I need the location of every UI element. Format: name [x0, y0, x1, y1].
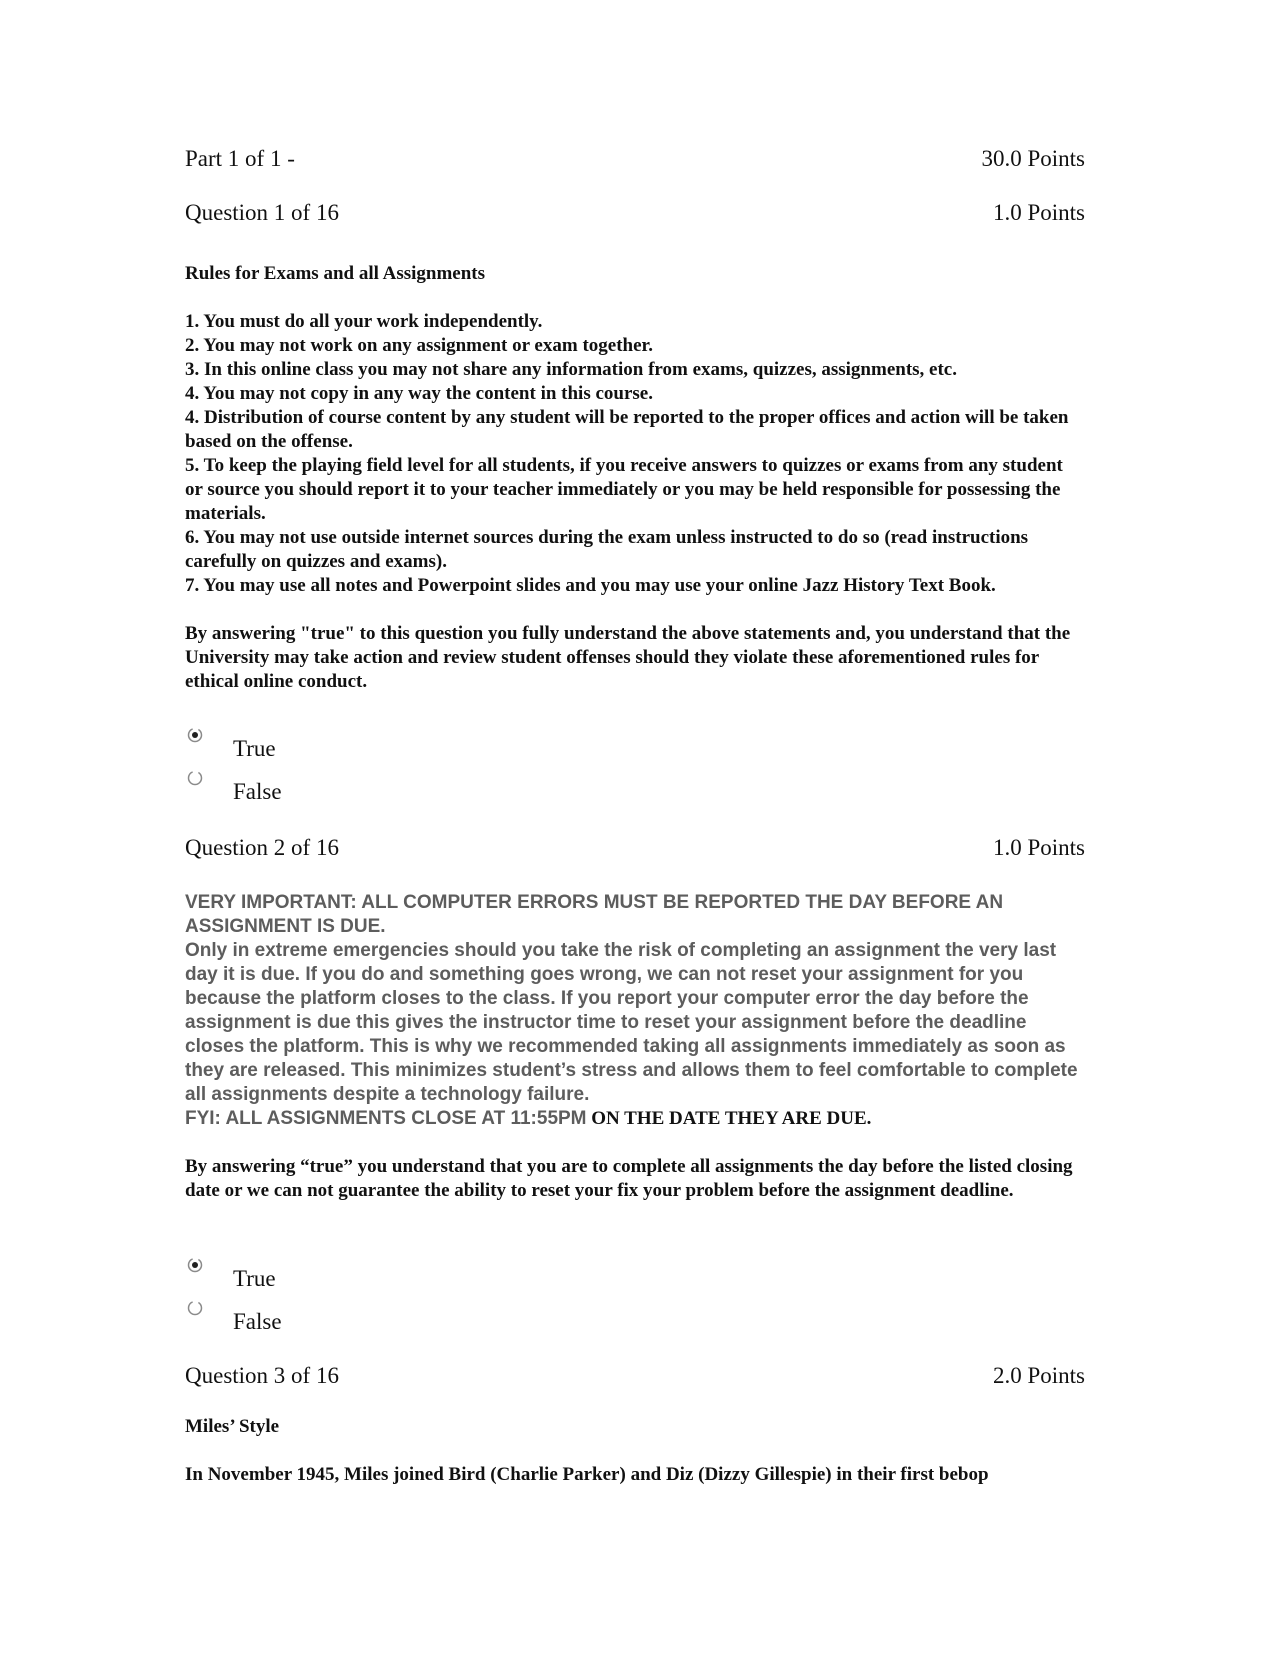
- question-2-label: Question 2 of 16: [185, 835, 339, 860]
- part-points: 30.0 Points: [981, 146, 1085, 171]
- option-label: False: [233, 779, 282, 804]
- rule-item: 1. You must do all your work independently.: [185, 311, 543, 332]
- question-1-points: 1.0 Points: [992, 200, 1085, 225]
- option-label: True: [233, 736, 276, 761]
- rule-item: 2. You may not work on any assignment or exam together.: [185, 335, 653, 356]
- question-2-statement: By answering “true” you understand that you are to complete all assignments the day before the listed closing date or we can not guarantee the ability to reset your fix your problem before the assignment deadline.: [185, 1156, 1073, 1201]
- question-3-header: [185, 1362, 1085, 1390]
- fyi-text: FYI: ALL ASSIGNMENTS CLOSE AT 11:55PM: [185, 1108, 587, 1129]
- question-1-header: [185, 199, 1085, 227]
- question-3-title: Miles’ Style: [185, 1416, 280, 1437]
- question-3-text: In November 1945, Miles joined Bird (Charlie Parker) and Diz (Dizzy Gillespie) in their first bebop: [185, 1464, 989, 1485]
- rule-item: 3. In this online class you may not share any information from exams, quizzes, assignments, etc.: [185, 359, 957, 380]
- radio-button-icon[interactable]: [187, 727, 203, 743]
- question-1-title: Rules for Exams and all Assignments: [185, 263, 486, 284]
- fyi-line: [185, 1107, 1085, 1131]
- radio-button-icon[interactable]: [187, 1257, 203, 1273]
- question-2-points: 1.0 Points: [992, 835, 1085, 860]
- question-1-label: Question 1 of 16: [185, 200, 339, 225]
- rule-item: 7. You may use all notes and Powerpoint slides and you may use your online Jazz History Text Book.: [185, 575, 996, 596]
- radio-button-icon[interactable]: [187, 770, 203, 786]
- rule-item: 4. Distribution of course content by any student will be reported to the proper offices and action will be taken based on the offense.: [185, 407, 1069, 452]
- question-3-label: Question 3 of 16: [185, 1363, 339, 1388]
- rule-item: 6. You may not use outside internet sources during the exam unless instructed to do so (read instructions carefully on quizzes and exams).: [185, 527, 1029, 572]
- option-label: True: [233, 1266, 276, 1291]
- option-label: False: [233, 1309, 282, 1334]
- rule-item: 4. You may not copy in any way the content in this course.: [185, 383, 653, 404]
- rule-item: 5. To keep the playing field level for all students, if you receive answers to quizzes or exams from any student or source you should report it to your teacher immediately or you may be held responsible for possessing the materials.: [185, 455, 1063, 524]
- part-header: [185, 145, 1085, 173]
- question-1-rules: [185, 310, 1085, 598]
- question-2-notice: [185, 891, 1085, 1131]
- notice-body: Only in extreme emergencies should you take the risk of completing an assignment the very last day it is due. If you do and something goes wrong, we can not reset your assignment for you because the platform closes to the class. If you report your computer error the day before the assignment is due this gives the instructor time to reset your assignment before the deadline closes the platform. This is why we recommended taking all assignments immediately as soon as they are released. This minimizes student’s stress and allows them to feel comfortable to complete all assignments despite a technology failure.: [185, 940, 1078, 1105]
- question-3-points: 2.0 Points: [992, 1363, 1085, 1388]
- fyi-date-text: ON THE DATE THEY ARE DUE.: [586, 1108, 872, 1129]
- question-1-statement: By answering "true" to this question you fully understand the above statements and, you understand that the University may take action and review student offenses should they violate these aforementioned rules for ethical online conduct.: [185, 623, 1071, 692]
- notice-heading: VERY IMPORTANT: ALL COMPUTER ERRORS MUST BE REPORTED THE DAY BEFORE AN ASSIGNMENT IS DUE.: [185, 892, 1004, 937]
- part-label: Part 1 of 1 -: [185, 146, 295, 171]
- question-2-header: [185, 834, 1085, 862]
- radio-button-icon[interactable]: [187, 1300, 203, 1316]
